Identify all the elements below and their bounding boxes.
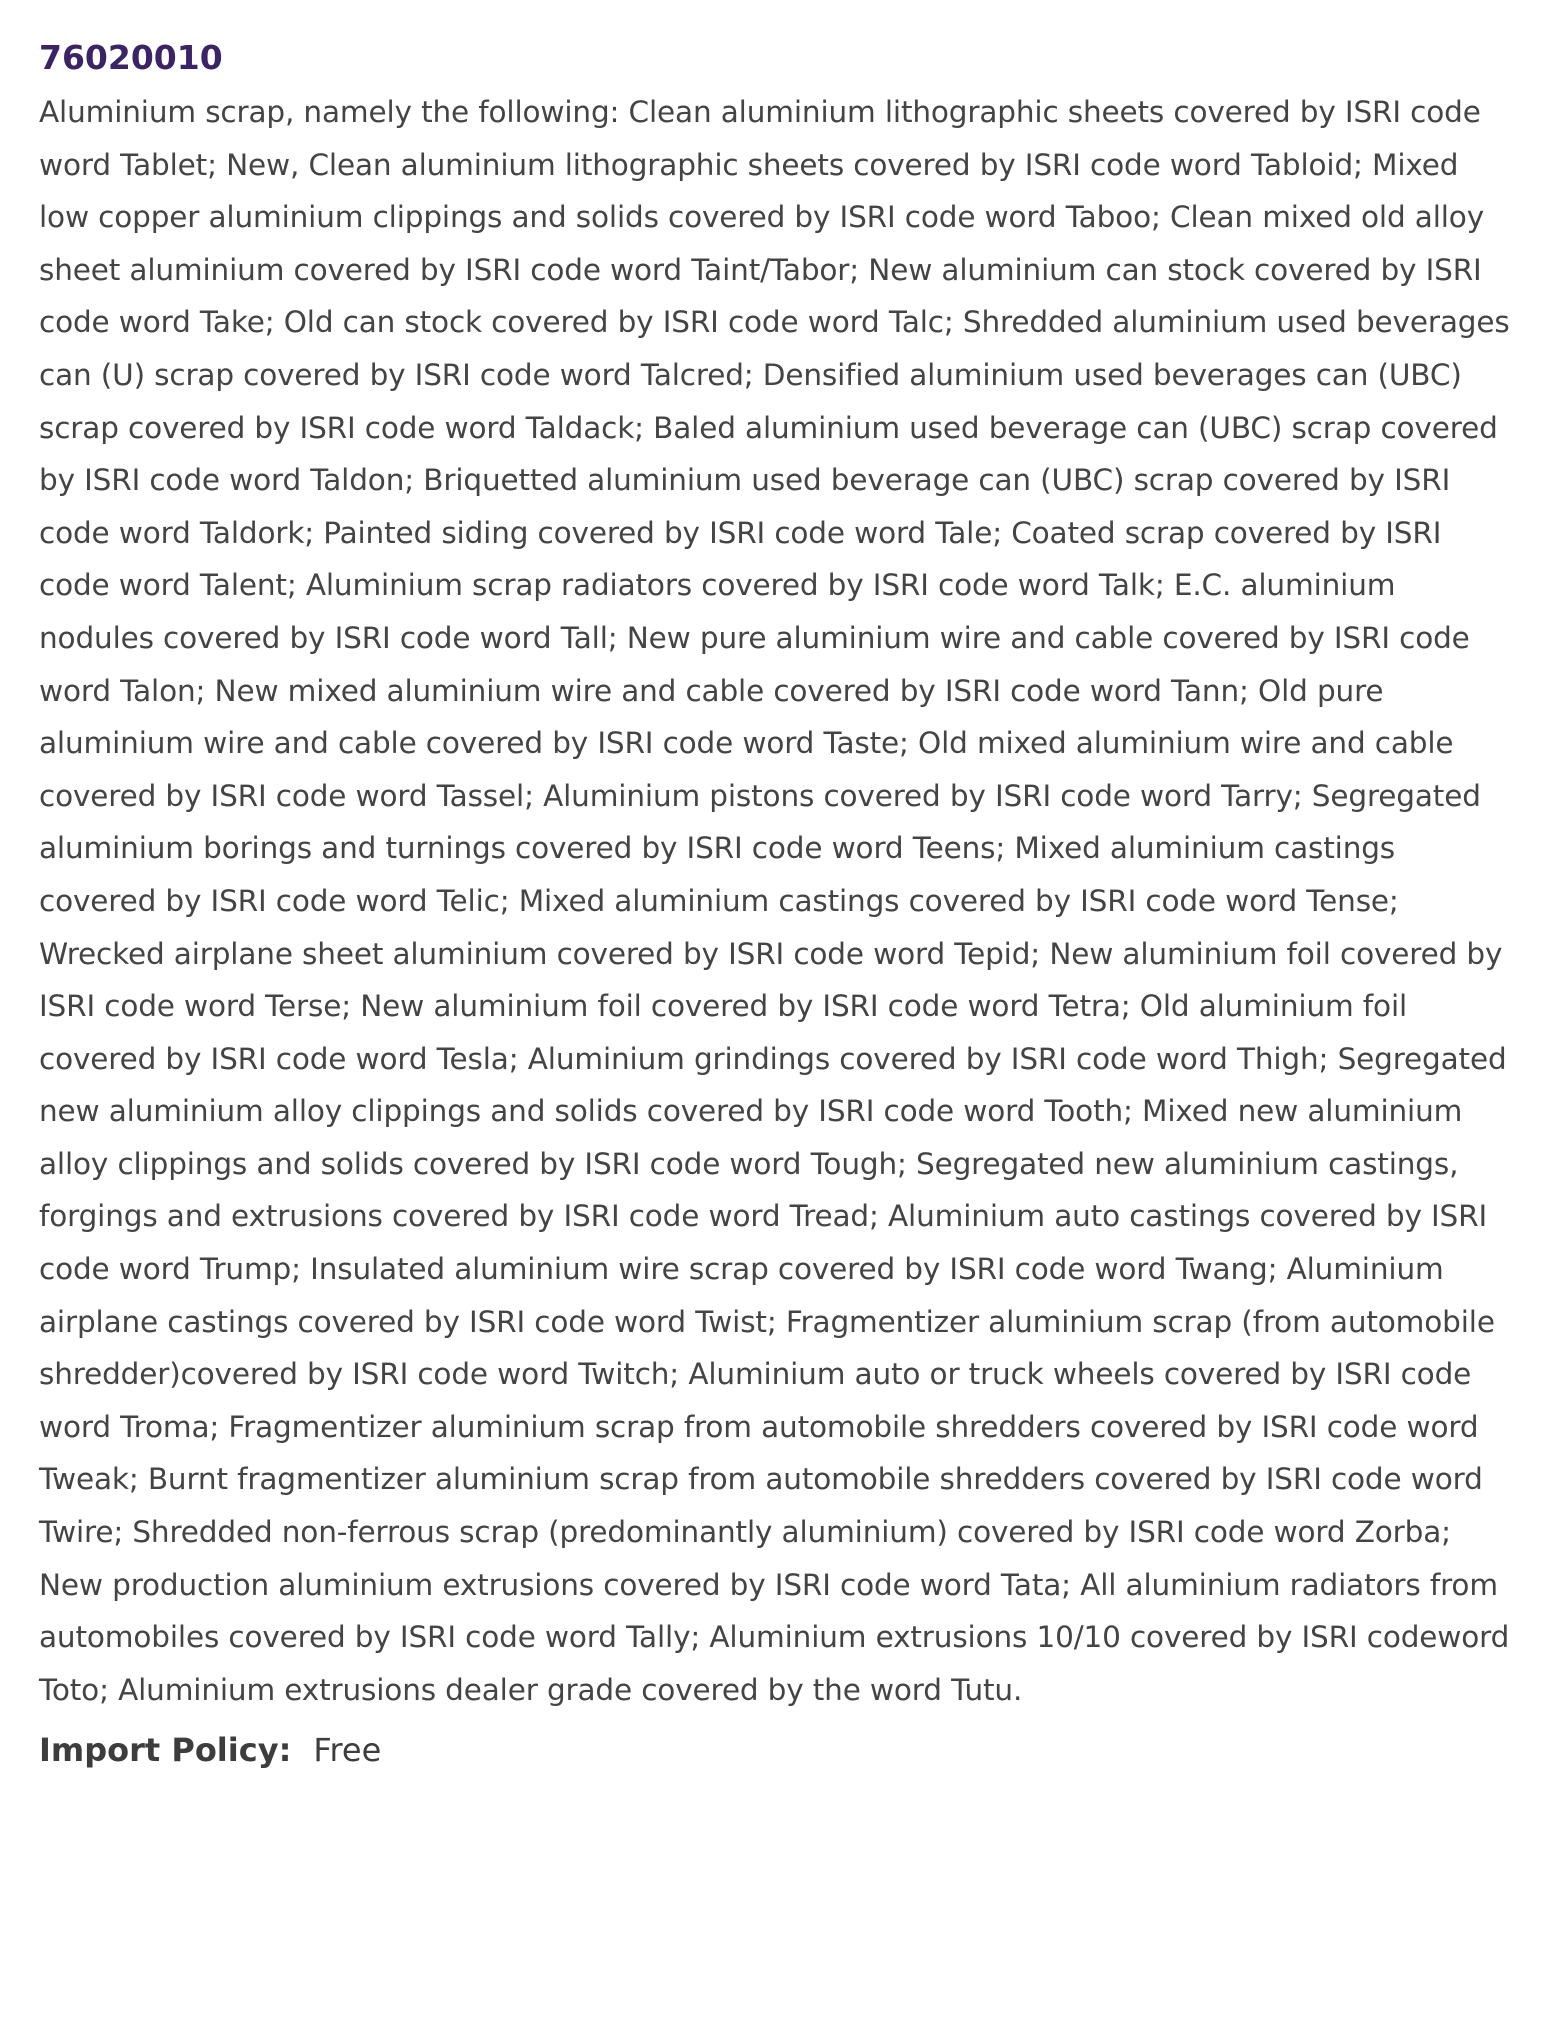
item-description: Aluminium scrap, namely the following: Clean aluminium lithographic sheets covered by ISRI code word Tablet; New, Clean aluminium lithographic sheets covered by ISRI code word Tabloid; Mixed low copper aluminium clippings and solids covered by ISRI code word Taboo; Clean mixed old alloy sheet aluminium covered by ISRI code word Taint/Tabor; New aluminium can stock covered by ISRI code word Take; Old can stock covered by ISRI code word Talc; Shredded aluminium used beverages can (U) scrap covered by ISRI code word Talcred; Densified aluminium used beverages can (UBC) scrap covered by ISRI code word Taldack; Baled aluminium used beverage can (UBC) scrap covered by ISRI code word Taldon; Briquetted aluminium used beverage can (UBC) scrap covered by ISRI code word Taldork; Painted siding covered by ISRI code word Tale; Coated scrap covered by ISRI code word Talent; Aluminium scrap radiators covered by ISRI code word Talk; E.C. aluminium nodules covered by ISRI code word Tall; New pure aluminium wire and cable covered by ISRI code word Talon; New mixed aluminium wire and cable covered by ISRI code word Tann; Old pure aluminium wire and cable covered by ISRI code word Taste; Old mixed aluminium wire and cable covered by ISRI code word Tassel; Aluminium pistons covered by ISRI code word Tarry; Segregated aluminium borings and turnings covered by ISRI code word Teens; Mixed aluminium castings covered by ISRI code word Telic; Mixed aluminium castings covered by ISRI code word Tense; Wrecked airplane sheet aluminium covered by ISRI code word Tepid; New aluminium foil covered by ISRI code word Terse; New aluminium foil covered by ISRI code word Tetra; Old aluminium foil covered by ISRI code word Tesla; Aluminium grindings covered by ISRI code word Thigh; Segregated new aluminium alloy clippings and solids covered by ISRI code word Tooth; Mixed new aluminium alloy clippings and solids covered by ISRI code word Tough; Segregated new aluminium castings, forgings and extrusions covered by ISRI code word Tread; Aluminium auto castings covered by ISRI code word Trump; Insulated aluminium wire scrap covered by ISRI code word Twang; Aluminium airplane castings covered by ISRI code word Twist; Fragmentizer aluminium scrap (from automobile shredder)covered by ISRI code word Twitch; Aluminium auto or truck wheels covered by ISRI code word Troma; Fragmentizer aluminium scrap from automobile shredders covered by ISRI code word Tweak; Burnt fragmentizer aluminium scrap from automobile shredders covered by ISRI code word Twire; Shredded non-ferrous scrap (predominantly aluminium) covered by ISRI code word Zorba; New production aluminium extrusions covered by ISRI code word Tata; All aluminium radiators from automobiles covered by ISRI code word Tally; Aluminium extrusions 10/10 covered by ISRI codeword Toto; Aluminium extrusions dealer grade covered by the word Tutu. — [39, 95, 1510, 1707]
import-policy-label: Import Policy: — [39, 1731, 292, 1770]
import-policy-value: Free — [313, 1731, 382, 1770]
import-policy-row — [39, 1722, 1514, 1778]
hs-code-heading: 76020010 — [39, 38, 223, 77]
